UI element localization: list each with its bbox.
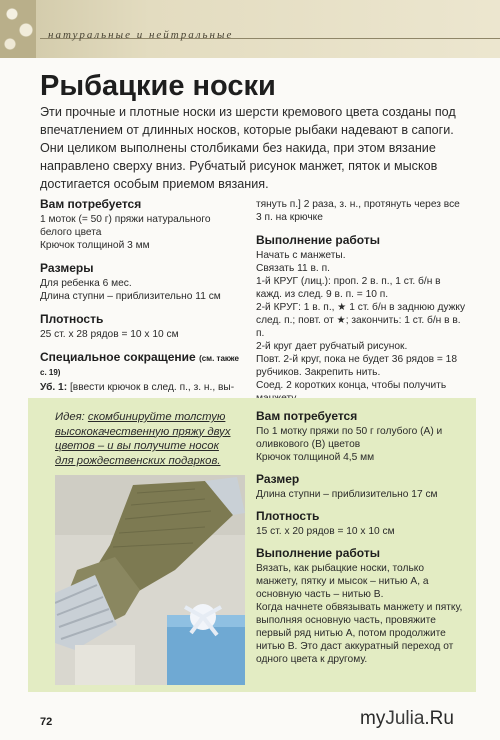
work-line: 2-й КРУГ: 1 в. п., ★ 1 ст. б/н в заднюю дужку след. п.; повт. от ★; закончить: 1 ст. б/н в в. п. <box>256 302 466 339</box>
abbreviation-body: [ввести крючок в след. п., з. н., вы- <box>69 382 235 393</box>
idea-gauge-line: 15 ст. x 20 рядов = 10 x 10 см <box>256 526 395 537</box>
watermark-logo <box>360 708 454 730</box>
gift-wrap <box>75 645 135 685</box>
materials-line: 1 моток (= 50 г) пряжи натурального белого цвета <box>40 214 211 238</box>
idea-size-line: Длина ступни – приблизительно 17 см <box>256 489 438 500</box>
gauge-line: 25 ст. x 28 рядов = 10 x 10 см <box>40 329 179 340</box>
sizes-line: Для ребенка 6 мес. <box>40 278 132 289</box>
sock-illustration <box>55 475 245 685</box>
idea-work-heading: Выполнение работы <box>256 546 380 560</box>
abbreviation-note: (см. также с. 19) <box>40 354 239 377</box>
idea-box-instructions <box>256 410 468 666</box>
gauge-heading: Плотность <box>40 312 104 326</box>
abbreviation-label: Уб. 1: <box>40 382 68 393</box>
work-heading: Выполнение работы <box>256 233 380 247</box>
idea-label: Идея: <box>55 411 85 423</box>
abbreviation-title: Специальное сокращение <box>40 350 196 364</box>
abbreviation-continuation: тянуть п.] 2 раза, з. н., протянуть через все 3 п. на крючке <box>256 199 460 223</box>
header-thumbnail-image <box>0 0 36 58</box>
idea-materials-line: По 1 мотку пряжи по 50 г голубого (А) и оливкового (В) цветов <box>256 426 443 450</box>
idea-materials-line: Крючок толщиной 4,5 мм <box>256 452 375 463</box>
work-line: 2-й круг дает рубчатый рисунок. <box>256 341 408 352</box>
sizes-heading: Размеры <box>40 261 94 275</box>
page-title: Рыбацкие носки <box>40 70 276 102</box>
intro-paragraph: Эти прочные и плотные носки из шерсти кремового цвета созданы под впечатлением от длинных носков, которые рыбаки надевают в сапоги. Они целиком выполнены столбиками без накида, при этом вязание направлено сверху вниз. Рубчатый рисунок манжет, пяток и мысков достигается особым приемом вязания. <box>40 105 456 191</box>
sock-photo <box>55 475 245 685</box>
work-line: Повт. 2-й круг, пока не будет 36 рядов = 18 рубчиков. Закрепить нить. <box>256 354 457 378</box>
sizes-line: Длина ступни – приблизительно 11 см <box>40 291 221 302</box>
section-label: натуральные и нейтральные <box>48 29 234 41</box>
idea-work-line: Когда начнете обвязывать манжету и пятку, выполняя основную часть, провяжите первый ряд нитью А, потом продолжите нитью В. Это даст аккуратный переход от одного цвета к другому. <box>256 602 463 665</box>
work-line: Связать 11 в. п. <box>256 263 330 274</box>
abbreviation-heading <box>40 351 245 379</box>
idea-text <box>55 410 240 468</box>
work-line: Соед. 2 коротких конца, чтобы получить <box>256 380 447 391</box>
idea-materials-heading: Вам потребуется <box>256 409 358 423</box>
abbreviation-text <box>40 381 245 394</box>
idea-size-heading: Размер <box>256 472 300 486</box>
watermark-prefix: my <box>360 708 386 729</box>
watermark-suffix: .Ru <box>424 708 454 729</box>
idea-gauge-heading: Плотность <box>256 509 320 523</box>
left-column <box>40 198 245 394</box>
work-line: Начать с манжеты. <box>256 250 346 261</box>
idea-work-line: Вязать, как рыбацкие носки, только манжету, пятку и мысок – нитью А, а основную часть – нитью В. <box>256 563 429 600</box>
materials-line: Крючок толщиной 3 мм <box>40 240 150 251</box>
work-line: 1-й КРУГ (лиц.): проп. 2 в. п., 1 ст. б/н в кажд. из след. 9 в. п. = 10 п. <box>256 276 441 300</box>
materials-heading: Вам потребуется <box>40 197 142 211</box>
idea-body: скомбинируйте толстую высококачественную пряжу двух цветов – и вы получите носок для рождественских подарков. <box>55 411 231 467</box>
page-number: 72 <box>40 716 53 728</box>
right-column <box>256 198 468 405</box>
watermark-brand: Julia <box>385 708 425 729</box>
